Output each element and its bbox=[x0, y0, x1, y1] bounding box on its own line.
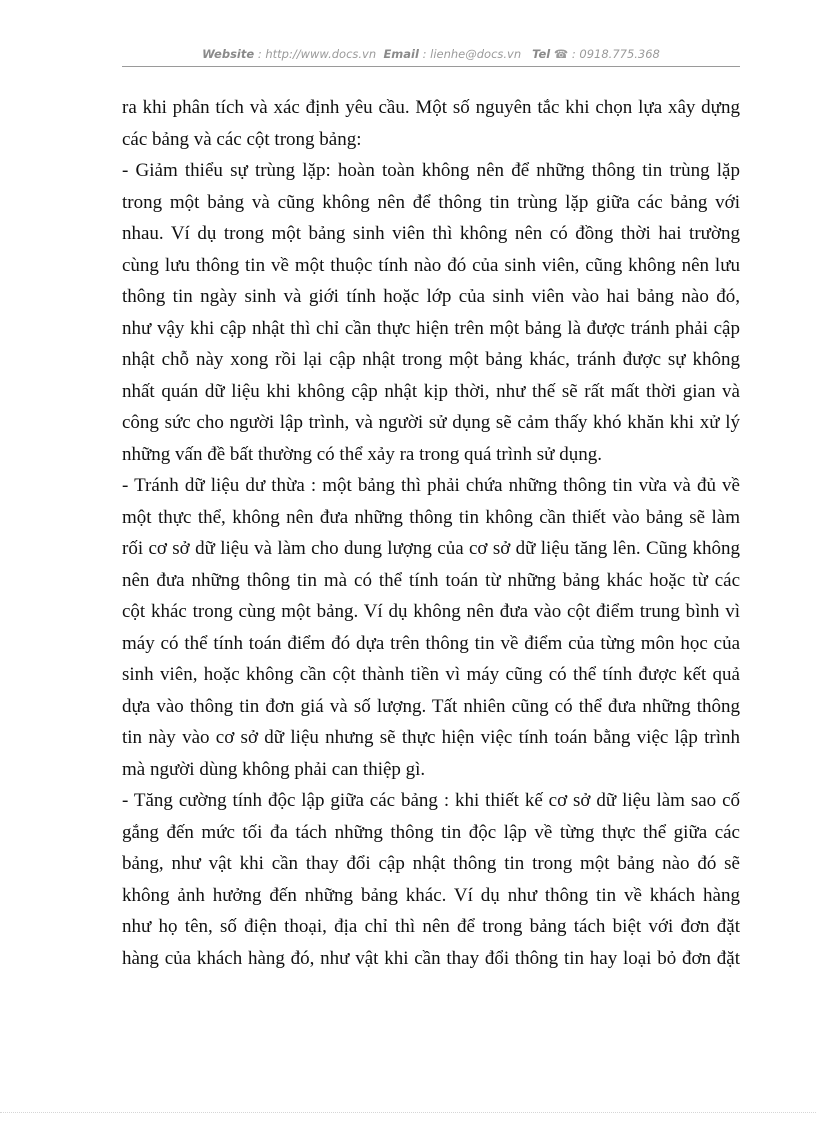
text-line: các bảng và các cột trong bảng: bbox=[122, 128, 362, 150]
text-line: sinh viên, hoặc không cần cột thành tiền vì máy cũng có thể tính được kết quả bbox=[122, 664, 740, 685]
text-line: nên đưa những thông tin mà có thể tính toán từ những bảng khác hoặc từ các bbox=[122, 569, 740, 591]
text-line: nhất quán dữ liệu khi không cập nhật kịp thời, như thế sẽ rất mất thời gian và bbox=[122, 380, 740, 402]
header-divider bbox=[122, 66, 740, 67]
text-line: - Tăng cường tính độc lập giữa các bảng : khi thiết kế cơ sở dữ liệu làm sao cố bbox=[122, 790, 740, 811]
footer-divider bbox=[0, 1112, 816, 1113]
text-line: những vấn đề bất thường có thể xảy ra trong quá trình sử dụng. bbox=[122, 443, 602, 465]
text-line: tin này vào cơ sở dữ liệu nhưng sẽ thực hiện việc tính toán bằng việc lập trình bbox=[122, 727, 740, 748]
text-line: máy có thể tính toán điểm đó dựa trên thông tin về điểm của từng môn học của bbox=[122, 632, 740, 654]
text-line: rối cơ sở dữ liệu và làm cho dung lượng của cơ sở dữ liệu tăng lên. Cũng không bbox=[122, 538, 740, 559]
text-line: ra khi phân tích và xác định yêu cầu. Một số nguyên tắc khi chọn lựa xây dựng bbox=[122, 97, 740, 118]
email-address[interactable]: : lienhe@docs.vn bbox=[422, 47, 522, 61]
website-url[interactable]: : http://www.docs.vn bbox=[257, 47, 377, 61]
text-line: hàng của khách hàng đó, như vật khi cần thay đổi thông tin hay loại bỏ đơn đặt bbox=[122, 947, 740, 969]
website-label: Website bbox=[202, 47, 255, 61]
text-line: - Giảm thiểu sự trùng lặp: hoàn toàn không nên để những thông tin trùng lặp bbox=[122, 160, 740, 181]
text-line: cột khác trong cùng một bảng. Ví dụ không nên đưa vào cột điểm trung bình vì bbox=[122, 601, 740, 622]
text-line: công sức cho người lập trình, và người sử dụng sẽ cảm thấy khó khăn khi xử lý bbox=[122, 412, 740, 433]
text-line: nhau. Ví dụ trong một bảng sinh viên thì không nên có đồng thời hai trường bbox=[122, 223, 740, 244]
text-line: không ảnh hưởng đến những bảng khác. Ví dụ như thông tin về khách hàng bbox=[122, 884, 740, 906]
document-body bbox=[122, 92, 740, 974]
page-header bbox=[122, 47, 740, 61]
text-line: - Tránh dữ liệu dư thừa : một bảng thì phải chứa những thông tin vừa và đủ về bbox=[122, 475, 740, 496]
text-line: như vậy khi cập nhật thì chỉ cần thực hiện trên một bảng là được tránh phải cập bbox=[122, 317, 740, 339]
text-line: mà người dùng không phải can thiệp gì. bbox=[122, 758, 426, 780]
text-line: như họ tên, số điện thoại, địa chỉ thì nên để trong bảng tách biệt với đơn đặt bbox=[122, 916, 740, 937]
email-label: Email bbox=[383, 47, 419, 61]
tel-label: Tel bbox=[532, 47, 551, 61]
text-line: dựa vào thông tin đơn giá và số lượng. Tất nhiên cũng có thể đưa những thông bbox=[122, 695, 740, 717]
text-line: bảng, như vật khi cần thay đổi cập nhật thông tin trong một bảng nào đó sẽ bbox=[122, 853, 740, 874]
text-line: gắng đến mức tối đa tách những thông tin độc lập về từng thực thể giữa các bbox=[122, 821, 740, 843]
text-line: một thực thể, không nên đưa những thông tin không cần thiết vào bảng sẽ làm bbox=[122, 506, 740, 528]
text-line: cùng lưu thông tin về một thuộc tính nào đó của sinh viên, cũng không nên lưu bbox=[122, 254, 740, 276]
phone-number: ☎ : 0918.775.368 bbox=[553, 47, 660, 61]
text-line: trong một bảng và cũng không nên để thông tin trùng lặp giữa các bảng với bbox=[122, 191, 740, 213]
text-line: thông tin ngày sinh và giới tính hoặc lớp của sinh viên vào hai bảng nào đó, bbox=[122, 286, 740, 307]
text-line: nhật chỗ này xong rồi lại cập nhật trong một bảng khác, tránh được sự không bbox=[122, 349, 740, 370]
